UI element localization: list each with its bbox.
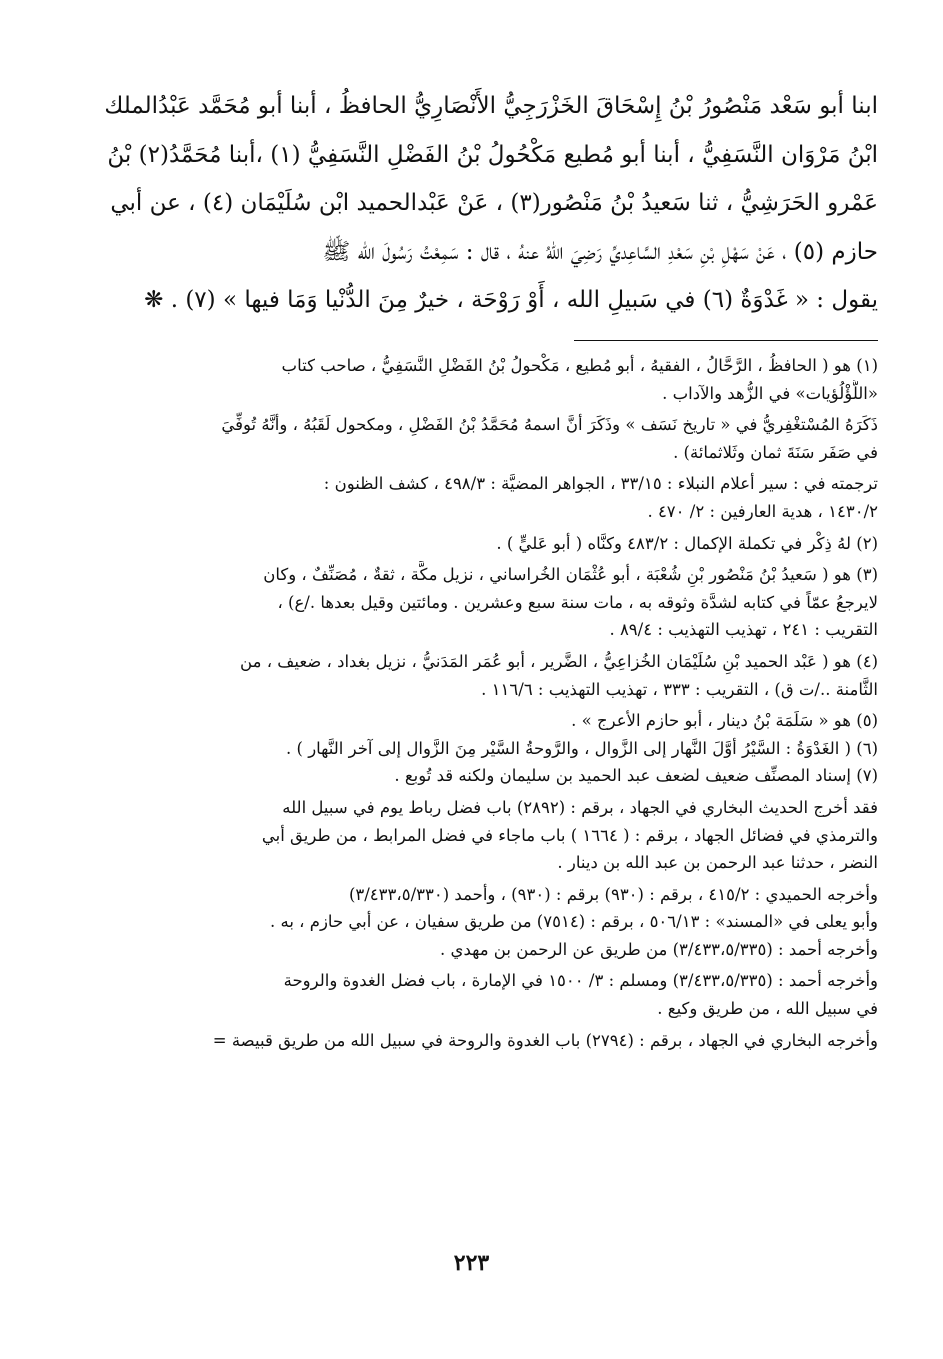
footnote-line: ترجمته في : سير أعلام النبلاء : ٣٣/١٥ ، الجواهر المضيَّة : ٤٩٨/٣ ، كشف الظنون :: [323, 474, 878, 494]
footnote-line: (٥) هو « سَلَمَة بْنُ دينار ، أبو حازم الأعرج » .: [571, 711, 878, 731]
footnote-line: النضر ، حدثنا عبد الرحمن بن عبد الله بن دينار .: [557, 853, 878, 873]
main-text-line: عَمْرو الحَرَشِيُّ ، ثنا سَعيدُ بْنُ مَنْصُور(٣) ، عَنْ عَبْدالحميد ابْن سُلَيْمَان (٤) ، عن أبي: [110, 190, 878, 216]
footnote-line: (٦) ( الغَدْوَةُ : السَّيْرُ أوَّلَ النَّهار إلى الزَّوال ، والرَّوحةُ السَّيْر مِنَ الزَّوال إلى آخر النَّهار ) .: [286, 738, 878, 758]
footnote-separator: [574, 340, 878, 341]
footnote-line: «اللُّؤْلُؤيات» في الزُّهد والآداب .: [662, 383, 878, 403]
footnote-line: (٣) هو ( سَعيدُ بْنُ مَنْصُور بْنِ شُعْبَة ، أبو عُثْمَان الخُراساني ، نزيل مكَّة ، ثقةٌ ، مُصَنِّفٌ ، وكان: [263, 565, 878, 585]
footnote-line: وأخرجه أحمد : (٣/٤٣٣،٥/٣٣٥) من طريق عن الرحمن بن مهدي .: [440, 939, 878, 959]
page-number: ٢٢٣: [453, 1250, 490, 1276]
footnote-line: (٤) هو ( عَبْد الحميد بْنِ سُلَيْمَان الخُزاعِيُّ ، الضَّرير ، أبو عُمَر المَدَنيُّ ، نزيل بغداد ، ضعيف ، من: [240, 651, 878, 671]
footnote-line: ١٤٣٠/٢ ، هدية العارفين : ٢/ ٤٧٠ .: [647, 501, 878, 521]
footnote-line: الثَّامنة ../ت ق) ، التقريب : ٣٣٣ ، تهذيب التهذيب : ١١٦/٦ .: [481, 679, 878, 699]
footnote-line: في صَفَر سَنَةَ ثمان وثَلاثمائة) .: [673, 442, 878, 462]
footnotes-block: [104, 352, 878, 1054]
footnote-line: وأخرجه الحميدي : ٤١٥/٢ ، برقم : (٩٣٠) برقم : (٩٣٠) ، وأحمد (٣/٤٣٣،٥/٣٣٠): [348, 884, 878, 904]
footnote-line: فقد أخرج الحديث البخاري في الجهاد ، برقم : (٢٨٩٢) باب فضل رباط يوم في سبيل الله: [282, 797, 878, 817]
footnote-line: التقريب : ٢٤١ ، تهذيب التهذيب : ٨٩/٤ .: [609, 620, 878, 640]
main-text-block: [100, 82, 878, 325]
footnote-line: والترمذي في فضائل الجهاد ، برقم : ( ١٦٦٤ ) باب ماجاء في فضل المرابط ، من طريق أبي: [261, 825, 878, 845]
footnote-line: وأخرجه البخاري في الجهاد ، برقم : (٢٧٩٤) باب الغدوة والروحة في سبيل الله من طريق قبيصة =: [212, 1030, 878, 1050]
footnote-line: (١) هو ( الحافظُ ، الرَّحَّالُ ، الفقيهُ ، أبو مُطيع ، مَكْحولُ بْنُ الفَضْلِ النَّسَفِيُّ ، صاحب كتاب: [281, 356, 878, 375]
main-text-line: ابنا أبو سَعْد مَنْصُورُ بْنُ إِسْحَاقَ الخَزْرَجِيُّ الأَنْصَارِيُّ الحافظُ ، أبنا أبو مُحَمَّد عَبْدُالملك: [104, 93, 878, 119]
footnote-line: وأخرجه أحمد : (٣/٤٣٣،٥/٣٣٥) ومسلم : ٣/ ١٥٠٠ في الإمارة ، باب فضل الغدوة والروحة: [283, 971, 878, 991]
footnote-line: في سبيل الله ، من طريق وكيع .: [657, 999, 878, 1019]
footnote-line: (٧) إسناد المصنِّف ضعيف لضعف عبد الحميد بن سليمان ولكنه قد تُوبع .: [394, 766, 878, 786]
main-text-line: حازم (٥) ، عَنْ سَهْلِ بْنِ سَعْدِ السَّاعِديِّ رَضِيَ اللهُ عنهُ ، قال : سَمِعْتُ رَسُولَ الله ﷺ: [322, 238, 878, 265]
footnote-line: لايرجعُ عمّاً في كتابه لشدَّة وثوقه به ، مات سنة سبع وعشرين . ومائتين وقيل بعدها ./ع) ،: [277, 592, 878, 612]
footnote-line: (٢) لهُ ذِكْر في تكملة الإكمال : ٤٨٣/٢ وكنَّاه ( أبو عَليٍّ ) .: [496, 533, 878, 553]
main-text-line: ابْنُ مَرْوَان النَّسَفِيُّ ، أبنا أبو مُطيع مَكْحُولُ بْنُ الفَضْلِ النَّسَفِيُّ (١) ،أبنا مُحَمَّدُ(٢) بْنُ: [107, 141, 878, 168]
main-text-line: يقول : « غَدْوَةٌ (٦) في سَبيلِ الله ، أَوْ رَوْحَة ، خيرٌ مِنَ الدُّنْيا وَمَا فيها » (٧) . ❋: [144, 287, 878, 313]
footnote-line: وأبو يعلى في «المسند» : ٥٠٦/١٣ ، برقم : (٧٥١٤) من طريق سفيان ، عن أبي حازم ، به .: [269, 912, 878, 932]
footnote-line: ذَكَرَهُ المُسْتغْفِريُّ في « تاريخ نَسَف » وذَكَرَ أنَّ اسمهُ مُحَمَّدُ بْنُ الفَضْلِ ، ومكحول لَقَبُهُ ، وأنَّهُ تُوفِّيَ: [221, 415, 878, 435]
